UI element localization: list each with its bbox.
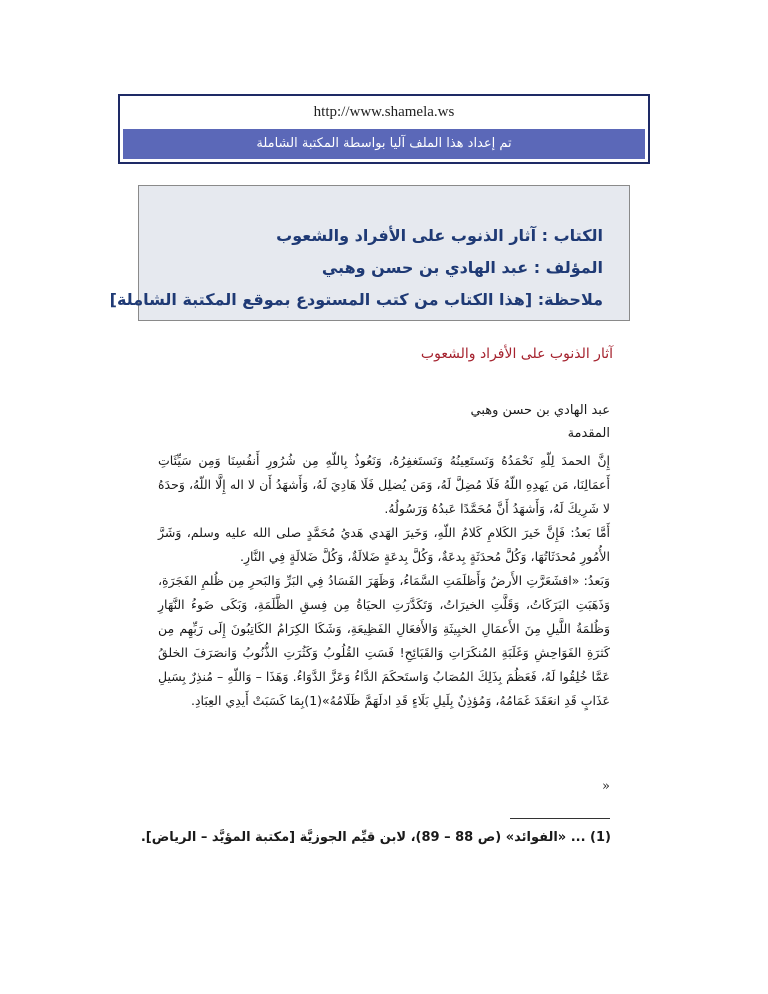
- footnote: (1) ... «الفوائد» (ص 88 – 89)، لابن قيِّم الجوزيَّة [مكتبة المؤيَّد – الرياض].: [140, 830, 611, 845]
- generation-note: تم إعداد هذا الملف آليا بواسطة المكتبة الشاملة: [123, 129, 645, 159]
- shamela-header-box: [118, 94, 650, 164]
- book-author-line: المؤلف : عبد الهادي بن حسن وهبي: [321, 258, 603, 277]
- book-heading: آثار الذنوب على الأفراد والشعوب: [420, 346, 613, 362]
- section-title-introduction: المقدمة: [567, 426, 610, 441]
- book-title-line: الكتاب : آثار الذنوب على الأفراد والشعوب: [276, 226, 603, 245]
- footnote-separator: [510, 818, 610, 819]
- paragraph-amma-bad: أَمَّا بَعدُ: فَإِنَّ خَيرَ الكَلامِ كَلامُ اللّهِ، وَخَيرَ الهَدي هَديُ مُحَمَّدٍ صلى الله عليه وسلم، وَشَرَّ الأُمُورِ مُحدَثَاتُهَا، وَكُلَّ مُحدَثَةٍ بِدعَةٌ، وَكُلَّ بِدعَةٍ ضَلالَةٌ، وَكُلَّ ضَلالَةٍ فِي النَّارِ.: [158, 525, 610, 564]
- closing-quote-mark: »: [602, 779, 610, 794]
- document-body: [158, 399, 610, 713]
- author-name: عبد الهادي بن حسن وهبي: [470, 403, 610, 418]
- source-url[interactable]: http://www.shamela.ws: [313, 104, 455, 120]
- book-remark-line: ملاحظة: [هذا الكتاب من كتب المستودع بموقع المكتبة الشاملة]: [109, 290, 603, 309]
- paragraph-opening-praise: إِنَّ الحمدَ لِلّهِ نَحْمَدُهُ وَنَستَعِينُهُ وَنَستَغفِرُهُ، وَنَعُوذُ بِاللّهِ مِن شُرُورِ أَنفُسِنَا وَمِن سَيِّئَاتِ أَعمَالِنَا، مَن يَهدِهِ اللّهُ فَلَا مُضِلَّ لَهُ، وَمَن يُضلِل فَلَا هَادِيَ لَهُ، وَأَشهَدُ أَن لا اله إِلَّا اللّهُ، وَحدَهُ لا شَرِيكَ لَهُ، وَأَشهَدُ أَنَّ مُحَمَّدًا عَبدُهُ وَرَسُولُهُ.: [158, 453, 610, 516]
- paragraph-quote: وَبَعدُ: «اقشَعَرَّتِ الأَرضُ وَأَظلَمَتِ السَّمَاءُ، وَظَهَرَ الفَسَادُ فِي البَرِّ وَالبَحرِ مِن ظُلمِ الفَجَرَةِ، وَذَهَبَتِ البَرَكَاتُ، وَقَلَّتِ الخيرَاتُ، وَتَكَدَّرَتِ الحيَاةُ مِن فِسقِ الظَّلَمَةِ، وَبَكَى ضَوءُ النَّهَارِ وَظُلمَةُ اللَّيلِ مِنَ الأَعمَالِ الخبِيثَةِ وَالأَفعَالِ الفَظِيعَةِ، وَشَكَا الكِرَامُ الكَاتِبُونَ إِلَى رَبِّهِم مِن كَثرَةِ الفَوَاحِشِ وَغَلَبَةِ المُنكَرَاتِ وَالقَبَائِحِ! فَسَتِ القُلُوبُ وَكَثُرَتِ الذُّنُوبُ وَانصَرَفَ الخلقُ عَمَّا خُلِقُوا لَهُ، فَعَظُمَ بِذَلِكَ المُصَابُ وَاستَحكَمَ الدَّاءُ وَعَزَّ الدَّوَاءُ. وَهَذَا – وَاللّهِ – مُنذِرٌ بِسَيلِ عَذَابٍ قَدِ انعَقَدَ غَمَامُهُ، وَمُؤذِنٌ بِلَيلِ بَلَاءٍ قَدِ ادلَهَمَّ ظَلَامُهُ»(1)بِمَا كَسَبَتْ أَيدِي العِبَادِ.: [158, 573, 610, 708]
- book-info-box: [109, 185, 630, 321]
